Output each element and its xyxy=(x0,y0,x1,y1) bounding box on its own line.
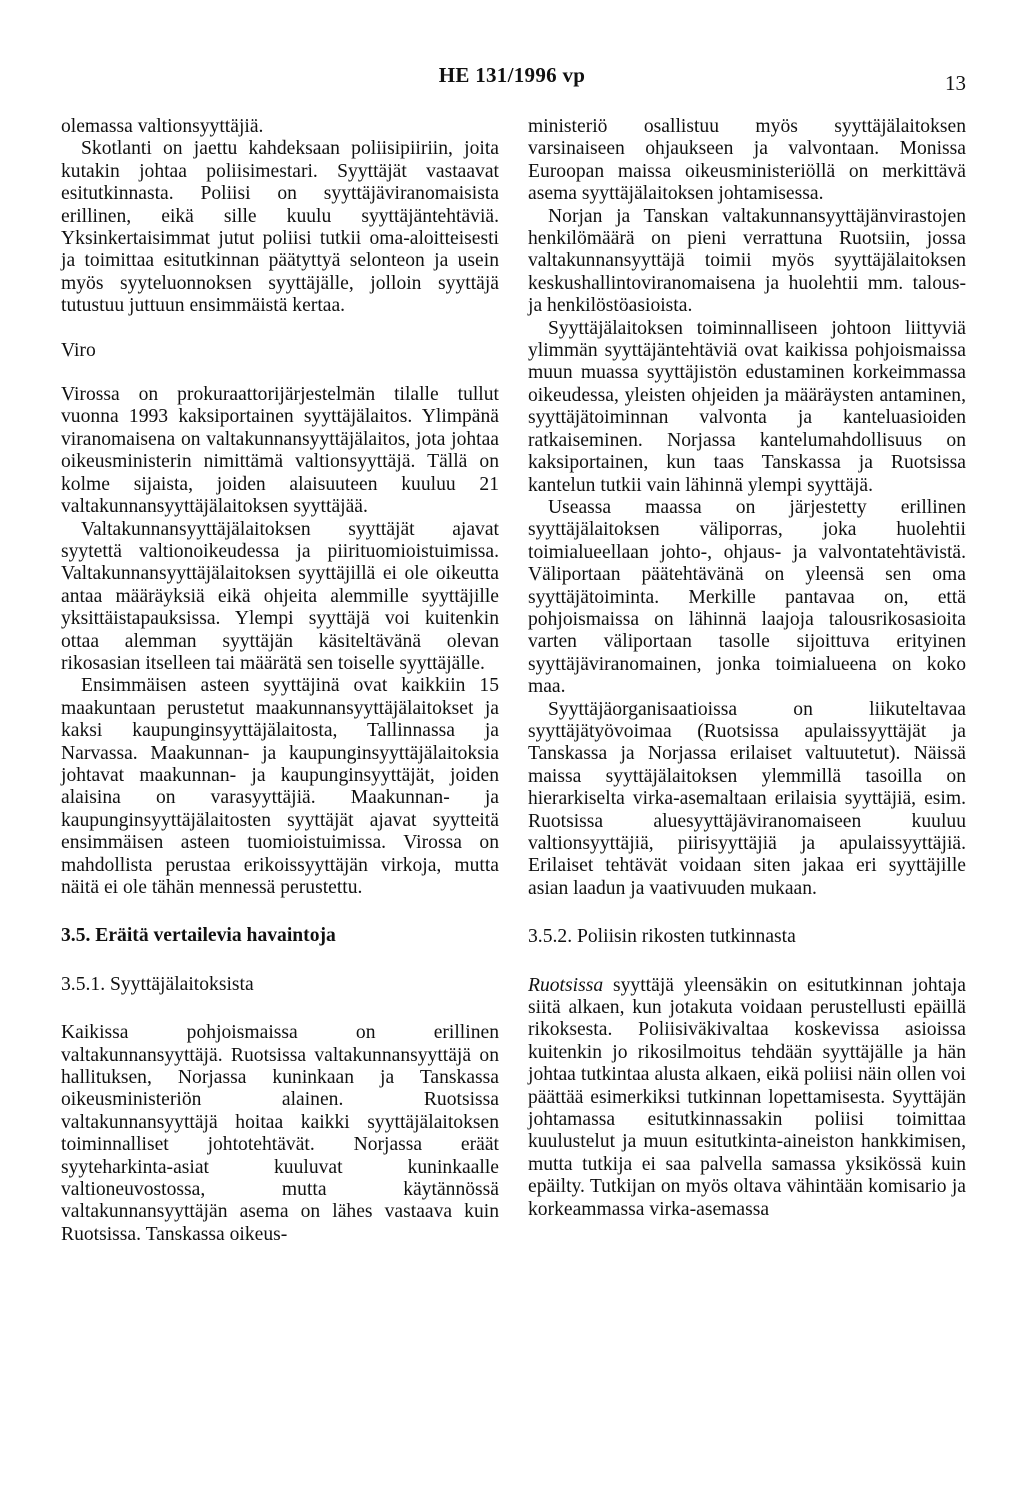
paragraph: Syyttäjäorganisaatioissa on liikuteltavaa syyttäjätyövoimaa (Ruotsissa apulaissyyttäjät ja Tanskassa ja Norjassa erilaiset valtuutetut). Näissä maissa syyttäjälaitoksen ylemmillä tasoilla on hierarkiselta virka-asemaltaan erilaisia syyttäjiä, esim. Ruotsissa aluesyyttäjäviranomaiseen kuuluu valtionsyyttäjiä, piirisyyttäjiä ja apulaissyyttäjiä. Erilaiset tehtävät voidaan siten jakaa eri syyttäjille asian laadun ja vaativuuden mukaan. xyxy=(528,698,966,899)
paragraph: Ensimmäisen asteen syyttäjinä ovat kaikkiin 15 maakuntaan perustetut maakunnansyyttäjälaitokset ja kaksi kaupunginsyyttäjälaitosta, Tallinnassa ja Narvassa. Maakunnan- ja kaupunginsyyttäjälaitoksia johtavat maakunnan- ja kaupunginsyyttäjät, joiden alaisina on varasyyttäjiä. Maakunnan- ja kaupunginsyyttäjälaitosten syyttäjät ajavat syytteitä ensimmäisen asteen tuomioistuimissa. Virossa on mahdollista perustaa erikoissyyttäjän virkoja, mutta näitä ei ole tähän mennessä perustettu. xyxy=(61,675,499,898)
paragraph: Syyttäjälaitoksen toiminnalliseen johtoon liittyviä ylimmän syyttäjäntehtäviä ovat kaikissa pohjoismaissa muun muassa syyttäjistön edustaminen korkeimmassa oikeudessa, yleisten ohjeiden ja määräysten antaminen, syyttäjätoiminnan valvonta ja kanteluasioiden ratkaiseminen. Norjassa kantelumahdollisuus on kaksiportainen, kun taas Tanskassa ja Ruotsissa kantelun tutkii vain lähinnä ylempi syyttäjä. xyxy=(528,317,966,496)
section-heading-3-5-2: 3.5.2. Poliisin rikosten tutkinnasta xyxy=(528,926,796,948)
italic-country-name: Ruotsissa xyxy=(528,974,604,996)
section-heading-3-5-1: 3.5.1. Syyttäjälaitoksista xyxy=(61,973,254,995)
paragraph: ministeriö osallistuu myös syyttäjälaitoksen varsinaiseen ohjaukseen ja valvontaan. Monissa Euroopan maissa oikeusministeriöllä on merkittävä asema syyttäjälaitoksen johtamisessa. xyxy=(528,116,966,205)
paragraph: Useassa maassa on järjestetty erillinen syyttäjälaitoksen väliporras, joka huolehtii toimialueellaan johto-, ohjaus- ja valvontatehtävistä. Väliportaan päätehtävänä on yleensä sen oma syyttäjätoiminta. Merkille pantavaa on, että pohjoismaissa on lähinnä laajoja talousrikosasioita varten väliportaan tasolle sijoittuva erityinen syyttäjäviranomainen, jonka toimialueena on koko maa. xyxy=(528,496,966,698)
paragraph: Virossa on prokuraattorijärjestelmän tilalle tullut vuonna 1993 kaksiportainen syyttäjälaitos. Ylimpänä viranomaisena on valtakunnansyyttäjälaitos, jota johtaa oikeusministerin nimittämä valtionsyyttäjä. Tällä on kolme sijaista, joiden alaisuuteen kuuluu 21 valtakunnansyyttäjälaitoksen syyttäjää. xyxy=(61,384,499,518)
left-column xyxy=(61,116,499,1246)
paragraph: olemassa valtionsyyttäjiä. xyxy=(61,116,264,137)
right-column xyxy=(528,116,966,1221)
section-heading-viro: Viro xyxy=(61,339,96,361)
section-heading-3-5: 3.5. Eräitä vertailevia havaintoja xyxy=(61,925,336,947)
paragraph-text: syyttäjä yleensäkin on esitutkinnan johtaja siitä alkaen, kun jotakuta voidaan perustellusti epäillä rikoksesta. Poliisiväkivaltaa koskevissa asioissa kuitenkin jo rikosilmoitus tehdään syyttäjälle ja hän johtaa tutkintaa alusta alkaen, eikä poliisi näin ollen voi päättää esimerkiksi tutkinnan lopettamisesta. Syyttäjän johtamassa esitutkinnassakin poliisi toimittaa kuulustelut ja muun esitutkinta-aineiston hankkimisen, mutta tutkija ei saa palvella samassa yksikössä kuin epäilty. Tutkijan on myös oltava vähintään komisario ja korkeammassa virka-asemassa xyxy=(528,974,966,1220)
page-header-title: HE 131/1996 vp xyxy=(438,63,586,87)
page-number: 13 xyxy=(945,71,966,95)
paragraph: Valtakunnansyyttäjälaitoksen syyttäjät ajavat syytettä valtionoikeudessa ja piirituomioistuimissa. Valtakunnansyyttäjälaitoksen syyttäjillä ei ole oikeutta antaa määräyksiä eikä ohjeita alemmille syyttäjille yksittäistapauksissa. Ylempi syyttäjä voi kuitenkin ottaa alemman syyttäjän käsiteltävänä olevan rikosasian itselleen tai määrätä sen toiselle syyttäjälle. xyxy=(61,518,499,674)
paragraph: Kaikissa pohjoismaissa on erillinen valtakunnansyyttäjä. Ruotsissa valtakunnansyyttäjä on hallituksen, Norjassa kuninkaan ja Tanskassa oikeusministeriön alainen. Ruotsissa valtakunnansyyttäjä hoitaa kaikki syyttäjälaitoksen toiminnalliset johtotehtävät. Norjassa eräät syyteharkinta-asiat kuuluvat kuninkaalle valtioneuvostossa, mutta käytännössä valtakunnansyyttäjän asema on lähes vastaava kuin Ruotsissa. Tanskassa oikeus- xyxy=(61,1022,499,1245)
paragraph: Skotlanti on jaettu kahdeksaan poliisipiiriin, joita kutakin johtaa poliisimestari. Syyttäjät vastaavat esitutkinnasta. Poliisi on syyttäjäviranomaisista erillinen, eikä sille kuulu syyttäjäntehtäviä. Yksinkertaisimmat jutut poliisi tutkii oma-aloitteisesti ja toimittaa esitutkinnan päätyttyä selonteon ja usein myös syyteluonnoksen syyttäjälle, jolloin syyttäjä tutustuu juttuun ensimmäistä kertaa. xyxy=(61,138,499,317)
paragraph xyxy=(528,975,966,1221)
paragraph: Norjan ja Tanskan valtakunnansyyttäjänvirastojen henkilömäärä on pieni verrattuna Ruotsiin, jossa valtakunnansyyttäjä toimii myös syyttäjälaitoksen keskushallintoviranomaisena ja huolehtii mm. talous- ja henkilöstöasioista. xyxy=(528,205,966,317)
